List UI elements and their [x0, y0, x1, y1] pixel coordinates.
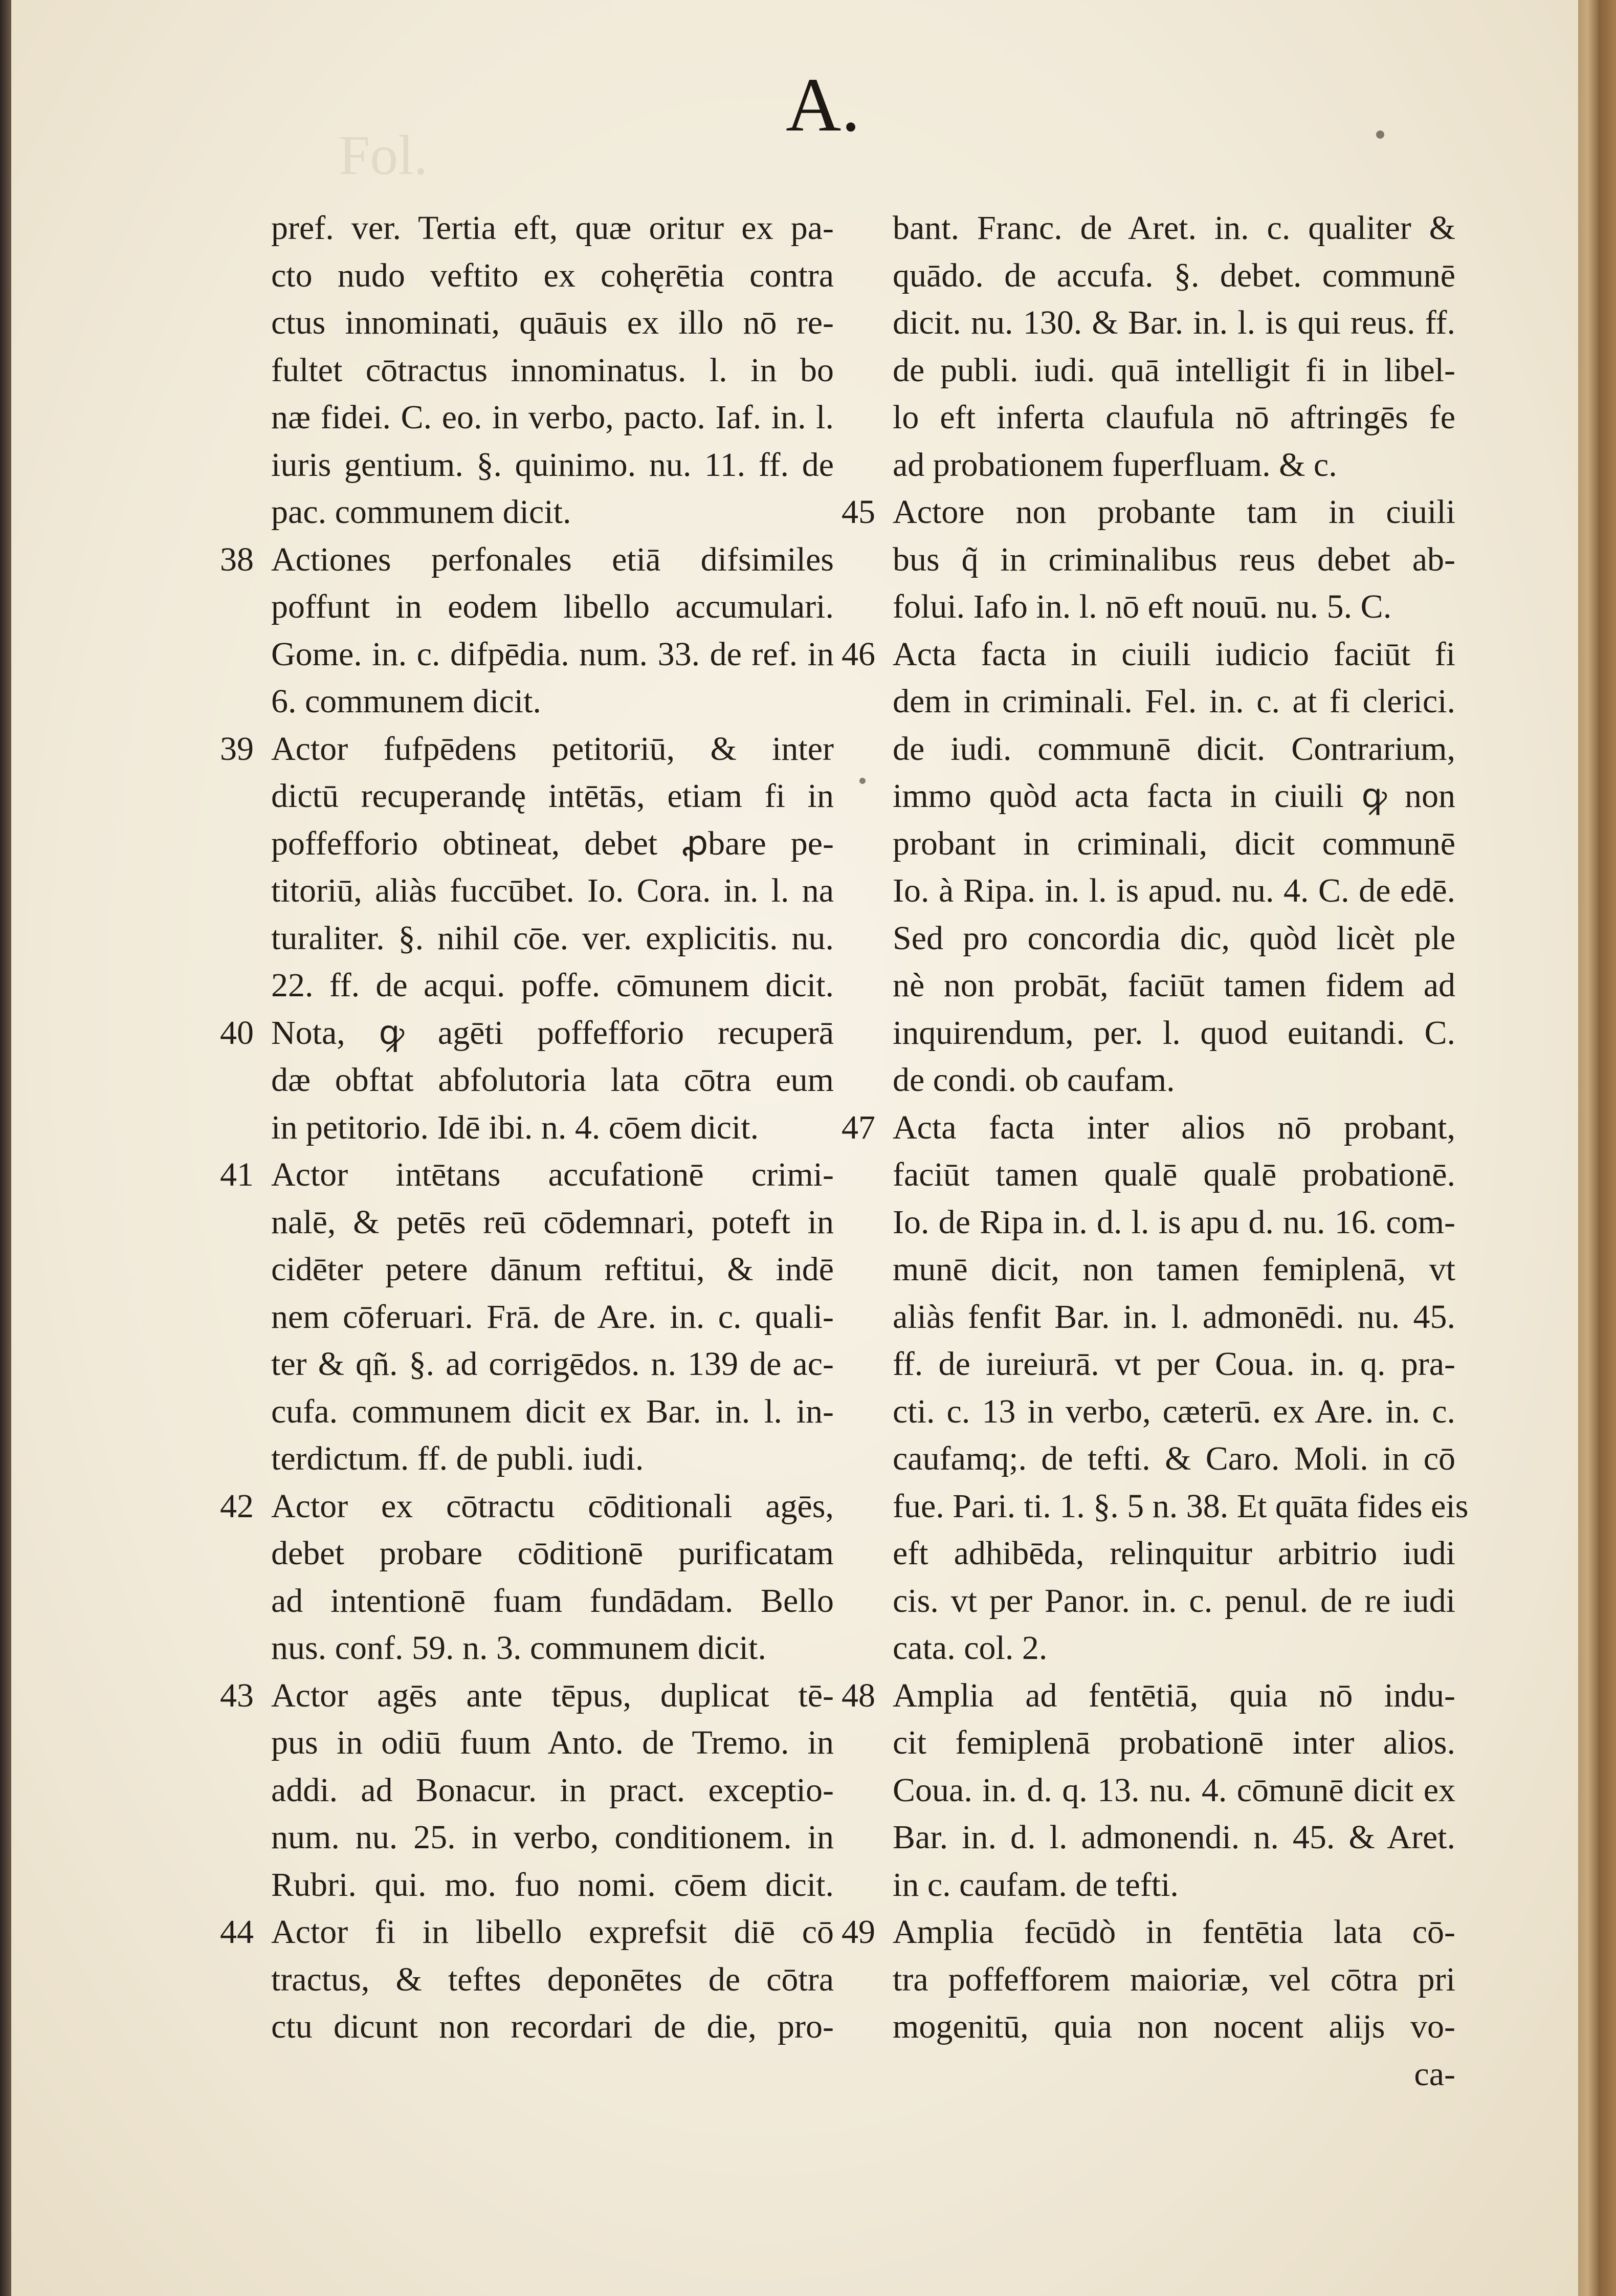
- line-text: dicit. nu. 130. & Bar. in. l. is qui reus. ff.: [893, 304, 1455, 341]
- line-text: in c. caufam. de tefti.: [893, 1866, 1179, 1904]
- line-text: titoriū, aliàs fuccūbet. Io. Cora. in. l. na: [271, 872, 834, 909]
- line-text: in petitorio. Idē ibi. n. 4. cōem dicit.: [271, 1108, 759, 1146]
- text-line: [893, 1151, 1455, 1199]
- line-text: tractus, & teftes deponētes de cōtra: [271, 1960, 834, 1998]
- text-line: [893, 678, 1455, 726]
- line-text: pref. ver. Tertia eft, quæ oritur ex pa-: [271, 209, 834, 247]
- entry-number: 45: [842, 493, 875, 531]
- text-line: [893, 394, 1455, 442]
- ink-speck: [859, 778, 866, 784]
- line-text: ad intentionē fuam fundādam. Bello: [271, 1582, 834, 1620]
- book-spine: [0, 0, 11, 2296]
- line-text: nus. conf. 59. n. 3. communem dicit.: [271, 1629, 766, 1667]
- text-line: [271, 394, 834, 442]
- line-text: inquirendum, per. l. quod euitandi. C.: [893, 1014, 1455, 1052]
- text-line: [220, 1672, 834, 1720]
- text-line: [893, 1388, 1455, 1436]
- line-text: probant in criminali, dicit communē: [893, 824, 1455, 862]
- text-line: [893, 867, 1455, 915]
- line-text: folui. Iafo in. l. nō eft nouū. nu. 5. C.: [893, 588, 1392, 625]
- line-text: bus q̃ in criminalibus reus debet ab-: [893, 540, 1455, 578]
- text-line: [271, 820, 834, 868]
- entry-number: 48: [842, 1676, 875, 1714]
- left-text-column: [220, 205, 834, 2051]
- text-line: [842, 1672, 1455, 1720]
- line-text: Actor agēs ante tēpus, duplicat tē-: [271, 1676, 834, 1714]
- line-text: eft adhibēda, relinquitur arbitrio iudi: [893, 1535, 1455, 1572]
- line-text: caufamq;. de tefti. & Caro. Moli. in cō: [893, 1440, 1455, 1477]
- text-line: [271, 1625, 834, 1672]
- text-line: [893, 1814, 1455, 1862]
- text-line: [893, 442, 1455, 489]
- entry-number: 38: [220, 540, 254, 578]
- text-line: [893, 205, 1455, 252]
- text-line: [893, 1578, 1455, 1625]
- line-text: nalē, & petēs reū cōdemnari, poteft in: [271, 1203, 834, 1241]
- text-line: [271, 1862, 834, 1909]
- line-text: faciūt tamen qualē qualē probationē.: [893, 1156, 1455, 1193]
- text-line: [271, 1294, 834, 1341]
- line-text: Io. de Ripa in. d. l. is apu d. nu. 16. com-: [893, 1203, 1455, 1241]
- text-line: [271, 678, 834, 726]
- text-line: [271, 252, 834, 300]
- text-line: [893, 1483, 1469, 1530]
- text-line: [893, 1435, 1455, 1483]
- page-stack-edge: [1578, 0, 1616, 2296]
- text-line: [271, 1246, 834, 1294]
- line-text: dem in criminali. Fel. in. c. at fi clerici.: [893, 683, 1455, 720]
- entry-number: 40: [220, 1014, 254, 1052]
- text-line: [220, 1909, 834, 1956]
- line-text: lo eft inferta claufula nō aftringēs fe: [893, 399, 1455, 436]
- line-text: cto nudo veftito ex cohęrētia contra: [271, 256, 834, 294]
- line-text: iuris gentium. §. quinimo. nu. 11. ff. de: [271, 446, 834, 484]
- ink-speck: [1376, 130, 1384, 139]
- text-line: [271, 1435, 834, 1483]
- text-line: [271, 442, 834, 489]
- entry-number: 42: [220, 1487, 254, 1525]
- line-text: Rubri. qui. mo. fuo nomi. cōem dicit.: [271, 1866, 834, 1904]
- text-line: [893, 1719, 1455, 1767]
- text-line: [893, 299, 1455, 347]
- line-text: Amplia fecūdò in fentētia lata cō-: [893, 1913, 1455, 1951]
- entry-number: 49: [842, 1913, 875, 1951]
- text-line: [220, 1151, 834, 1199]
- line-text: Sed pro concordia dic, quòd licèt ple: [893, 919, 1455, 957]
- text-line: [271, 1199, 834, 1247]
- text-line: [220, 1010, 834, 1057]
- line-text: ff. de iureiurā. vt per Coua. in. q. pra-: [893, 1345, 1455, 1383]
- line-text: Nota, ꝙ agēti poffefforio recuperā: [271, 1014, 834, 1052]
- text-line: [893, 1530, 1455, 1578]
- text-line: [842, 489, 1455, 536]
- text-line: [271, 962, 834, 1010]
- line-text: munē dicit, non tamen femiplenā, vt: [893, 1251, 1455, 1288]
- text-line: [271, 1388, 834, 1436]
- line-text: aliàs fenfit Bar. in. l. admonēdi. nu. 45.: [893, 1298, 1455, 1336]
- line-text: Actiones perfonales etiā difsimiles: [271, 540, 834, 578]
- text-line: [271, 915, 834, 963]
- line-text: addi. ad Bonacur. in pract. exceptio-: [271, 1771, 834, 1809]
- text-line: [271, 347, 834, 395]
- line-text: ctu dicunt non recordari de die, pro-: [271, 2008, 834, 2045]
- text-line: [271, 299, 834, 347]
- text-line: [893, 583, 1455, 631]
- text-line: [271, 583, 834, 631]
- line-text: Actor fi in libello exprefsit diē cō: [271, 1913, 834, 1951]
- line-text: pac. communem dicit.: [271, 493, 571, 531]
- text-line: [893, 2003, 1455, 2051]
- line-text: bant. Franc. de Aret. in. c. qualiter &: [893, 209, 1455, 247]
- line-text: tra poffefforem maioriæ, vel cōtra pri: [893, 1960, 1455, 1998]
- book-cover-edge: [1599, 0, 1616, 2296]
- signature-mark: A.: [786, 62, 860, 147]
- text-line: [271, 631, 834, 679]
- text-line: [893, 773, 1455, 820]
- entry-number: 43: [220, 1676, 254, 1714]
- line-text: mogenitū, quia non nocent alijs vo-: [893, 2008, 1455, 2045]
- line-text: cata. col. 2.: [893, 1629, 1048, 1667]
- text-line: [271, 1814, 834, 1862]
- text-line: [893, 1057, 1455, 1104]
- line-text: poffunt in eodem libello accumulari.: [271, 588, 834, 625]
- entry-number: 47: [842, 1108, 875, 1146]
- line-text: Acta facta in ciuili iudicio faciūt fi: [893, 635, 1455, 673]
- line-text: nè non probāt, faciūt tamen fidem ad: [893, 967, 1455, 1004]
- text-line: [271, 867, 834, 915]
- text-line: [220, 1483, 834, 1530]
- entry-number: 39: [220, 730, 254, 768]
- line-text: Amplia ad fentētiā, quia nō indu-: [893, 1676, 1455, 1714]
- text-line: [893, 962, 1455, 1010]
- line-text: ctus innominati, quāuis ex illo nō re-: [271, 304, 834, 341]
- text-line: [893, 347, 1455, 395]
- line-text: dæ obftat abfolutoria lata cōtra eum: [271, 1061, 834, 1099]
- entry-number: 46: [842, 635, 875, 673]
- line-text: ad probationem fuperfluam. & c.: [893, 446, 1337, 484]
- text-line: [893, 726, 1455, 773]
- catchword: [893, 2051, 1455, 2098]
- entry-number: 41: [220, 1156, 254, 1193]
- line-text: de publi. iudi. quā intelligit fi in libel-: [893, 351, 1455, 389]
- show-through-text: Fol.: [339, 124, 428, 186]
- text-line: [893, 1956, 1455, 2004]
- text-line: [271, 1956, 834, 2004]
- line-text: Gome. in. c. difpēdia. num. 33. de ref. in: [271, 635, 834, 673]
- line-text: fue. Pari. ti. 1. §. 5 n. 38. Et quāta fides eis: [893, 1487, 1469, 1525]
- text-line: [271, 1104, 834, 1152]
- text-line: [842, 1909, 1455, 1956]
- text-line: [271, 1767, 834, 1814]
- line-text: Io. à Ripa. in. l. is apud. nu. 4. C. de edē.: [893, 872, 1455, 909]
- text-line: [271, 1057, 834, 1104]
- text-line: [893, 1294, 1455, 1341]
- line-text: Actor fufpēdens petitoriū, & inter: [271, 730, 834, 768]
- line-text: 6. communem dicit.: [271, 683, 541, 720]
- text-line: [271, 1341, 834, 1388]
- line-text: fultet cōtractus innominatus. l. in bo: [271, 351, 834, 389]
- text-line: [893, 536, 1455, 584]
- line-text: de condi. ob caufam.: [893, 1061, 1175, 1099]
- text-line: [271, 2003, 834, 2051]
- line-text: Bar. in. d. l. admonendi. n. 45. & Aret.: [893, 1819, 1455, 1856]
- line-text: næ fidei. C. eo. in verbo, pacto. Iaf. in. l.: [271, 399, 834, 436]
- text-line: [842, 1104, 1455, 1152]
- entry-number: 44: [220, 1913, 254, 1951]
- line-text: cti. c. 13 in verbo, cæterū. ex Are. in. c.: [893, 1392, 1455, 1430]
- line-text: pus in odiū fuum Anto. de Tremo. in: [271, 1724, 834, 1761]
- line-text: immo quòd acta facta in ciuili ꝙ non: [893, 777, 1455, 815]
- line-text: dictū recuperandę intētās, etiam fi in: [271, 777, 834, 815]
- line-text: turaliter. §. nihil cōe. ver. explicitis. nu.: [271, 919, 834, 957]
- text-line: [893, 1246, 1455, 1294]
- text-line: [893, 915, 1455, 963]
- text-line: [271, 1578, 834, 1625]
- text-line: [220, 726, 834, 773]
- text-line: [271, 205, 834, 252]
- text-line: [893, 1767, 1455, 1814]
- line-text: cufa. communem dicit ex Bar. in. l. in-: [271, 1392, 834, 1430]
- text-line: [271, 489, 834, 536]
- text-line: [842, 631, 1455, 679]
- text-line: [893, 1010, 1455, 1057]
- line-text: cis. vt per Panor. in. c. penul. de re iudi: [893, 1582, 1455, 1620]
- text-line: [220, 536, 834, 584]
- text-line: [893, 820, 1455, 868]
- text-line: [271, 1719, 834, 1767]
- line-text: ter & qñ. §. ad corrigēdos. n. 139 de ac-: [271, 1345, 834, 1383]
- line-text: cit femiplenā probationē inter alios.: [893, 1724, 1455, 1761]
- line-text: num. nu. 25. in verbo, conditionem. in: [271, 1819, 834, 1856]
- line-text: Coua. in. d. q. 13. nu. 4. cōmunē dicit ex: [893, 1771, 1455, 1809]
- text-line: [893, 1862, 1455, 1909]
- text-line: [893, 1199, 1455, 1247]
- line-text: de iudi. communē dicit. Contrarium,: [893, 730, 1455, 768]
- line-text: Actor ex cōtractu cōditionali agēs,: [271, 1487, 834, 1525]
- text-line: [271, 773, 834, 820]
- text-line: [893, 1625, 1455, 1672]
- line-text: Actore non probante tam in ciuili: [893, 493, 1455, 531]
- line-text: cidēter petere dānum reftitui, & indē: [271, 1251, 834, 1288]
- line-text: debet probare cōditionē purificatam: [271, 1535, 834, 1572]
- line-text: 22. ff. de acqui. poffe. cōmunem dicit.: [271, 967, 834, 1004]
- text-line: [893, 252, 1455, 300]
- line-text: Actor intētans accufationē crimi-: [271, 1156, 834, 1193]
- line-text: Acta facta inter alios nō probant,: [893, 1108, 1455, 1146]
- line-text: nem cōferuari. Frā. de Are. in. c. quali-: [271, 1298, 834, 1336]
- line-text: ca-: [1414, 2055, 1455, 2093]
- line-text: terdictum. ff. de publi. iudi.: [271, 1440, 644, 1477]
- line-text: quādo. de accufa. §. debet. communē: [893, 256, 1455, 294]
- line-text: poffefforio obtineat, debet ꝓbare pe-: [271, 824, 834, 862]
- text-line: [271, 1530, 834, 1578]
- right-text-column: [842, 205, 1469, 2098]
- text-line: [893, 1341, 1455, 1388]
